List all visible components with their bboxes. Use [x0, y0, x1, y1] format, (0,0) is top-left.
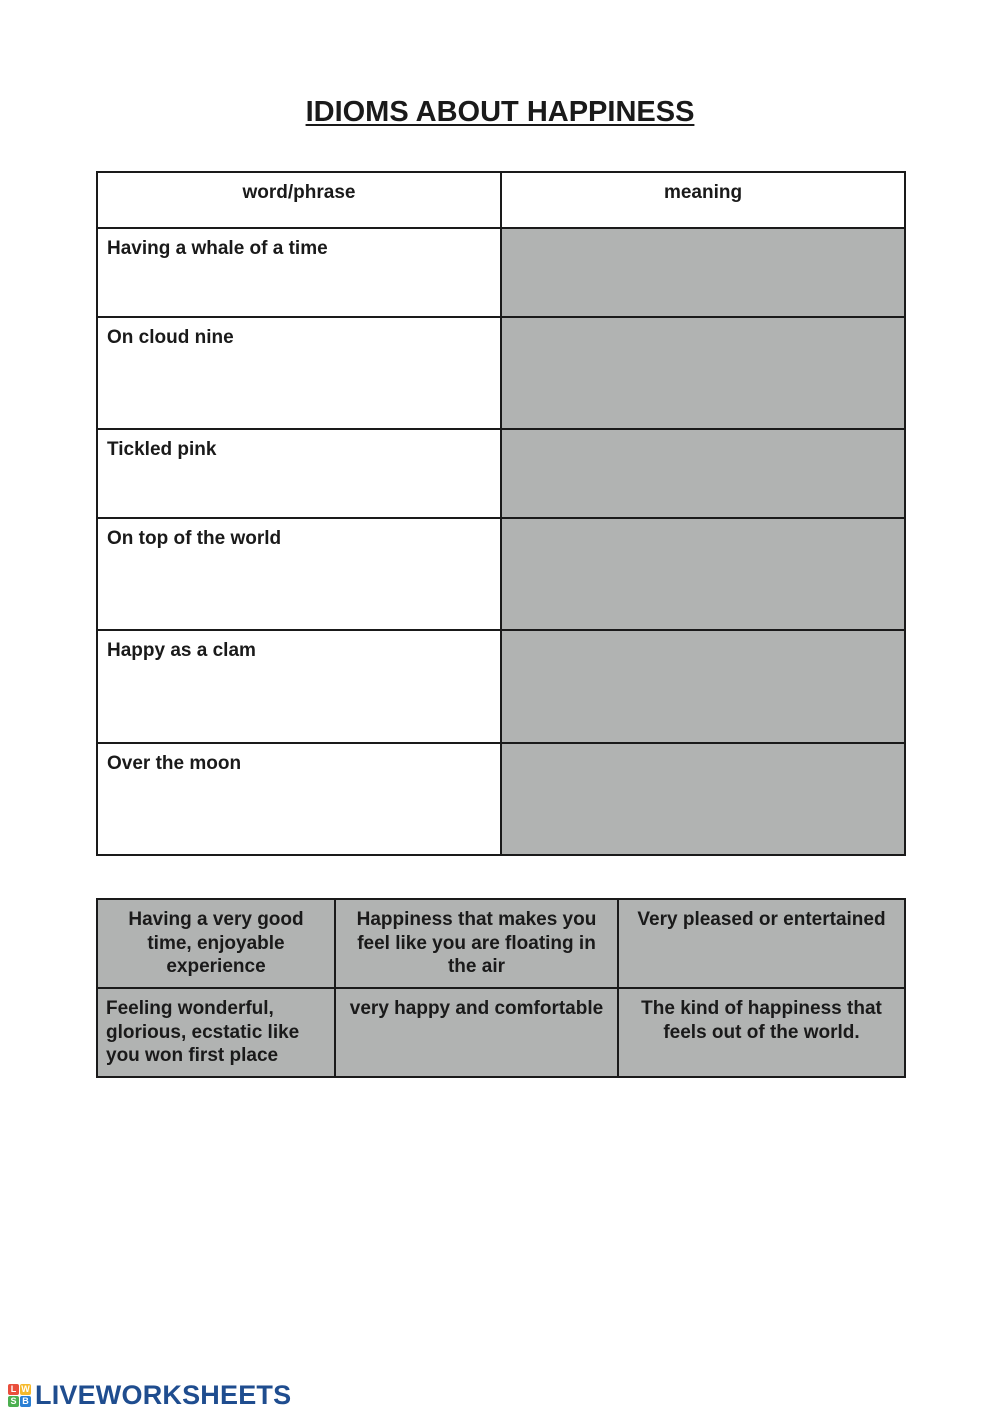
answer-card[interactable]: Happiness that makes you feel like you are floating in the air	[335, 899, 618, 988]
meaning-drop-zone[interactable]	[501, 317, 905, 429]
answer-card[interactable]: very happy and comfortable	[335, 988, 618, 1077]
brand-name: LIVEWORKSHEETS	[35, 1379, 292, 1410]
logo-letter: B	[20, 1396, 31, 1407]
meaning-drop-zone[interactable]	[501, 228, 905, 317]
table-row	[97, 429, 905, 518]
table-header-row	[97, 172, 905, 228]
phrase-cell: Having a whale of a time	[97, 228, 501, 317]
logo-letter: W	[21, 1383, 30, 1394]
liveworksheets-logo-icon	[8, 1384, 31, 1407]
answer-row	[97, 988, 905, 1077]
answer-card[interactable]: Feeling wonderful, glorious, ecstatic like you won first place	[97, 988, 335, 1077]
meaning-drop-zone[interactable]	[501, 743, 905, 855]
table-row	[97, 317, 905, 429]
logo-letter: L	[8, 1384, 19, 1395]
phrase-cell: On cloud nine	[97, 317, 501, 429]
meaning-drop-zone[interactable]	[501, 518, 905, 630]
answer-card[interactable]: The kind of happiness that feels out of the world.	[618, 988, 905, 1077]
table-row	[97, 228, 905, 317]
phrase-cell: Over the moon	[97, 743, 501, 855]
table-row	[97, 518, 905, 630]
logo-letter: S	[8, 1396, 19, 1407]
answer-card[interactable]: Having a very good time, enjoyable experience	[97, 899, 335, 988]
column-header-meaning: meaning	[501, 172, 905, 228]
table-row	[97, 743, 905, 855]
phrase-cell: Happy as a clam	[97, 630, 501, 743]
page-title: IDIOMS ABOUT HAPPINESS	[305, 96, 695, 128]
column-header-word: word/phrase	[97, 172, 501, 228]
meaning-drop-zone[interactable]	[501, 630, 905, 743]
idioms-table	[96, 171, 906, 856]
answer-card[interactable]: Very pleased or entertained	[618, 899, 905, 988]
table-row	[97, 630, 905, 743]
phrase-cell: Tickled pink	[97, 429, 501, 518]
answer-row	[97, 899, 905, 988]
phrase-cell: On top of the world	[97, 518, 501, 630]
answer-bank	[96, 898, 906, 1078]
footer-brand	[8, 1380, 291, 1410]
meaning-drop-zone[interactable]	[501, 429, 905, 518]
